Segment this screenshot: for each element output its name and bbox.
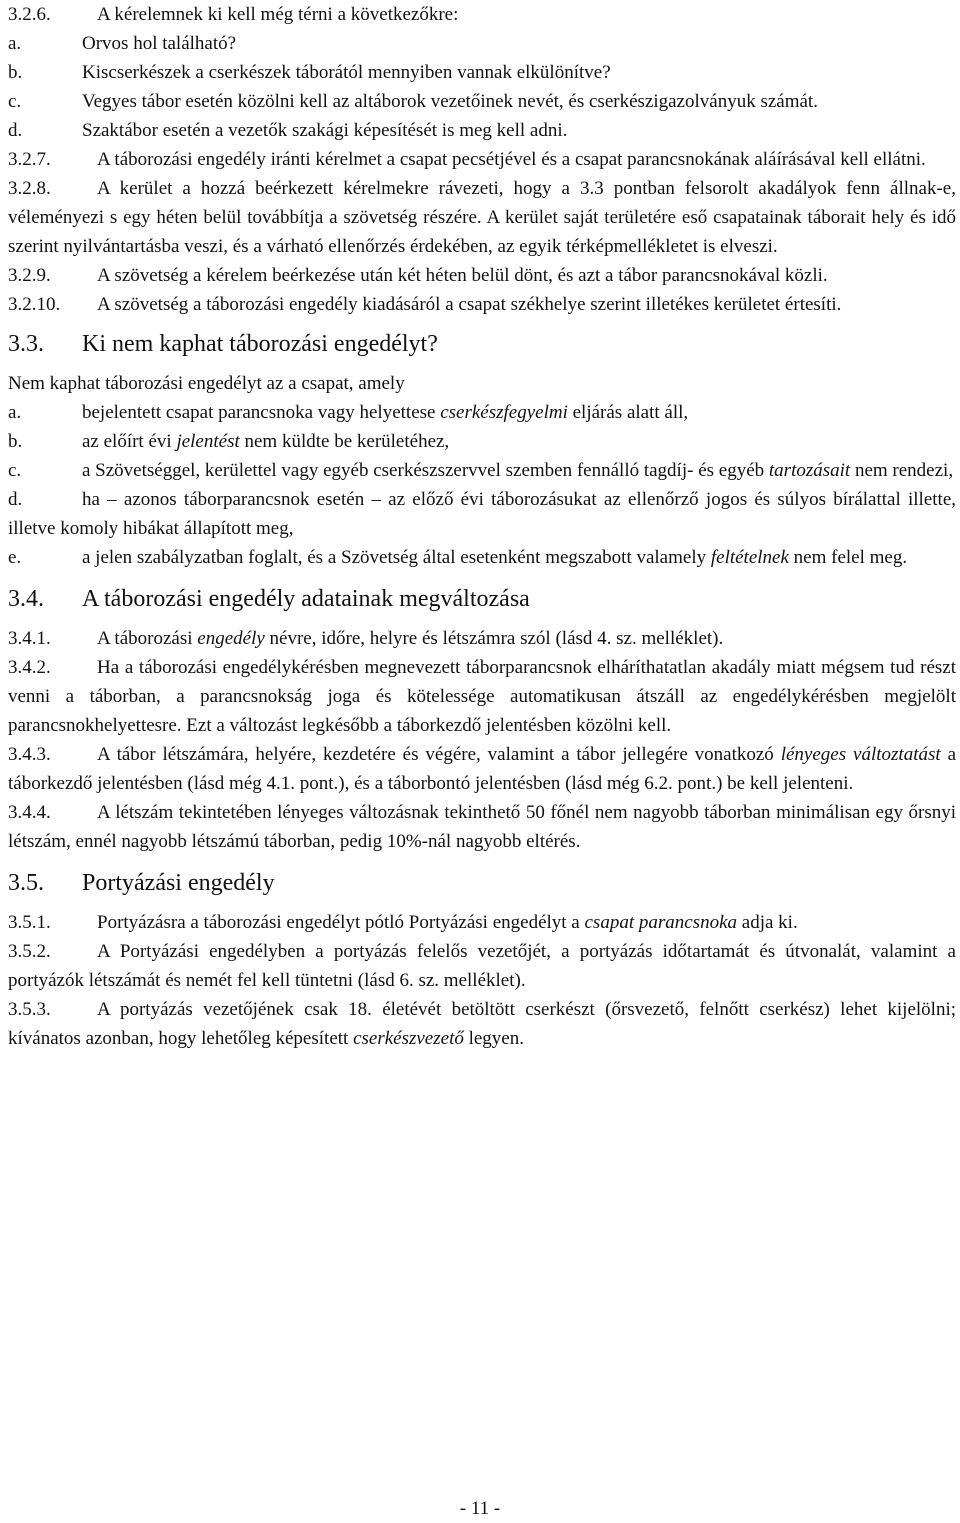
paragraph-3-2-9 xyxy=(8,261,956,290)
list-letter: a. xyxy=(8,33,22,54)
paragraph-text: A létszám tekintetében lényeges változásnak tekinthető 50 főnél nem nagyobb táborban minimálisan egy őrsnyi létszám, ennél nagyobb létszámú táborban, pedig 10%-nál nagyobb eltérés. xyxy=(8,802,956,852)
paragraph-3-4-4 xyxy=(8,798,956,856)
list-text: nem rendezi, xyxy=(850,460,954,481)
list-item-d xyxy=(8,116,956,145)
list-letter: d. xyxy=(8,489,23,510)
list-text: Vegyes tábor esetén közölni kell az altáborok vezetőinek nevét, és cserkészigazolványuk számát. xyxy=(82,91,818,112)
list-item-b xyxy=(8,427,956,456)
paragraph-3-4-2 xyxy=(8,653,956,740)
list-text: a jelen szabályzatban foglalt, és a Szövetség által esetenként megszabott valamely xyxy=(82,547,711,568)
heading-title: Ki nem kaphat táborozási engedélyt? xyxy=(82,331,438,357)
paragraph-3-2-6 xyxy=(8,0,956,29)
section-number: 3.2.7. xyxy=(8,149,51,170)
emphasis-text: feltételnek xyxy=(710,547,789,568)
emphasis-text: tartozásait xyxy=(768,460,851,481)
list-item-e xyxy=(8,543,956,572)
paragraph-text: legyen. xyxy=(463,1028,524,1049)
list-text: bejelentett csapat parancsnoka vagy helyettese xyxy=(82,402,441,423)
paragraph-3-5-2 xyxy=(8,937,956,995)
paragraph-text: A kerület a hozzá beérkezett kérelmekre rávezeti, hogy a 3.3 pontban felsorolt akadályok fenn állnak-e, véleményezi s egy héten belül továbbítja a szövetség részére. A kerület saját területére eső csapatainak táborait hely és idő szerint nyilvántartásba veszi, és a várható ellenőrzés érdekében, az egyik térképmellékletet is elveszi. xyxy=(8,178,956,257)
section-number: 3.5.3. xyxy=(8,999,51,1020)
paragraph-text: A szövetség a kérelem beérkezése után két héten belül dönt, és azt a tábor parancsnokával közli. xyxy=(97,265,828,286)
paragraph-text: A táborozási xyxy=(97,628,198,649)
paragraph-3-4-1 xyxy=(8,624,956,653)
list-item-a xyxy=(8,398,956,427)
list-text: Szaktábor esetén a vezetők szakági képesítését is meg kell adni. xyxy=(82,120,568,141)
emphasis-text: cserkészfegyelmi xyxy=(440,402,568,423)
emphasis-text: lényeges változtatást xyxy=(780,744,941,765)
section-number: 3.5.1. xyxy=(8,912,51,933)
paragraph-3-5-1 xyxy=(8,908,956,937)
section-number: 3.4.4. xyxy=(8,802,51,823)
list-text: nem küldte be kerületéhez, xyxy=(239,431,450,452)
list-letter: b. xyxy=(8,431,23,452)
section-heading-3-4 xyxy=(8,584,956,614)
list-text: Orvos hol található? xyxy=(82,33,237,54)
list-letter: a. xyxy=(8,402,22,423)
list-item-a xyxy=(8,29,956,58)
paragraph-text: adja ki. xyxy=(737,912,798,933)
list-letter: c. xyxy=(8,460,22,481)
paragraph-text: a táborkezdő jelentésben (lásd még 4.1. pont.), és a táborbontó jelentésben (lásd még 6.2. pont.) be kell jelenteni. xyxy=(8,744,956,794)
section-number: 3.2.9. xyxy=(8,265,51,286)
list-text: Kiscserkészek a cserkészek táborától mennyiben vannak elkülönítve? xyxy=(82,62,611,83)
paragraph-3-3-intro xyxy=(8,369,956,398)
section-heading-3-3 xyxy=(8,329,956,359)
section-number: 3.2.6. xyxy=(8,4,51,25)
list-letter: c. xyxy=(8,91,22,112)
list-letter: d. xyxy=(8,120,23,141)
heading-title: A táborozási engedély adatainak megváltozása xyxy=(82,586,530,612)
heading-number: 3.5. xyxy=(8,870,44,896)
page-number: - 11 - xyxy=(459,1498,501,1519)
paragraph-text: Nem kaphat táborozási engedélyt az a csapat, amely xyxy=(8,373,405,394)
section-number: 3.4.1. xyxy=(8,628,51,649)
paragraph-3-2-7 xyxy=(8,145,956,174)
emphasis-text: jelentést xyxy=(176,431,240,452)
list-item-c xyxy=(8,456,956,485)
paragraph-3-4-3 xyxy=(8,740,956,798)
list-text: nem felel meg. xyxy=(788,547,908,568)
paragraph-text: névre, időre, helyre és létszámra szól (lásd 4. sz. melléklet). xyxy=(264,628,724,649)
paragraph-text: A szövetség a táborozási engedély kiadásáról a csapat székhelye szerint illetékes kerületet értesíti. xyxy=(97,294,842,315)
paragraph-3-5-3 xyxy=(8,995,956,1053)
section-number: 3.4.2. xyxy=(8,657,51,678)
paragraph-text: A kérelemnek ki kell még térni a következőkre: xyxy=(97,4,459,25)
section-heading-3-5 xyxy=(8,868,956,898)
list-letter: b. xyxy=(8,62,23,83)
list-text: az előírt évi xyxy=(82,431,177,452)
paragraph-text: Ha a táborozási engedélykérésben megnevezett táborparancsnok elháríthatatlan akadály miatt mégsem tud részt venni a táborban, a parancsnokság joga és kötelessége automatikusan átszáll az engedélykérésben megjelölt parancsnokhelyettesre. Ezt a változást legkésőbb a táborkezdő jelentésben közölni kell. xyxy=(8,657,956,736)
document-content xyxy=(8,0,956,1053)
heading-number: 3.3. xyxy=(8,331,44,357)
section-number: 3.4.3. xyxy=(8,744,51,765)
section-number: 3.5.2. xyxy=(8,941,51,962)
emphasis-text: csapat parancsnoka xyxy=(584,912,738,933)
paragraph-3-2-10 xyxy=(8,290,956,319)
list-text: eljárás alatt áll, xyxy=(567,402,689,423)
list-item-b xyxy=(8,58,956,87)
heading-title: Portyázási engedély xyxy=(82,870,275,896)
paragraph-text: A táborozási engedély iránti kérelmet a csapat pecsétjével és a csapat parancsnokának aláírásával kell ellátni. xyxy=(97,149,926,170)
list-text: a Szövetséggel, kerülettel vagy egyéb cserkészszervvel szemben fennálló tagdíj- és egyéb xyxy=(82,460,769,481)
list-text: ha – azonos táborparancsnok esetén – az előző évi táborozásukat az ellenőrző jogos és súlyos bírálattal illette, illetve komoly hibákat állapított meg, xyxy=(8,489,956,539)
paragraph-3-2-8 xyxy=(8,174,956,261)
list-letter: e. xyxy=(8,547,22,568)
emphasis-text: engedély xyxy=(197,628,265,649)
paragraph-text: A Portyázási engedélyben a portyázás felelős vezetőjét, a portyázás időtartamát és útvonalát, valamint a portyázók létszámát és nemét fel kell tüntetni (lásd 6. sz. melléklet). xyxy=(8,941,956,991)
heading-number: 3.4. xyxy=(8,586,44,612)
emphasis-text: cserkészvezető xyxy=(353,1028,464,1049)
paragraph-text: A tábor létszámára, helyére, kezdetére és végére, valamint a tábor jellegére vonatkozó xyxy=(97,744,781,765)
paragraph-text: Portyázásra a táborozási engedélyt pótló Portyázási engedélyt a xyxy=(97,912,585,933)
paragraph-text: A portyázás vezetőjének csak 18. életévét betöltött cserkészt (őrsvezető, felnőtt cserkész) lehet kijelölni; kívánatos azonban, hogy lehetőleg képesített xyxy=(8,999,956,1049)
section-number: 3.2.10. xyxy=(8,294,61,315)
list-item-c xyxy=(8,87,956,116)
section-number: 3.2.8. xyxy=(8,178,51,199)
list-item-d xyxy=(8,485,956,543)
